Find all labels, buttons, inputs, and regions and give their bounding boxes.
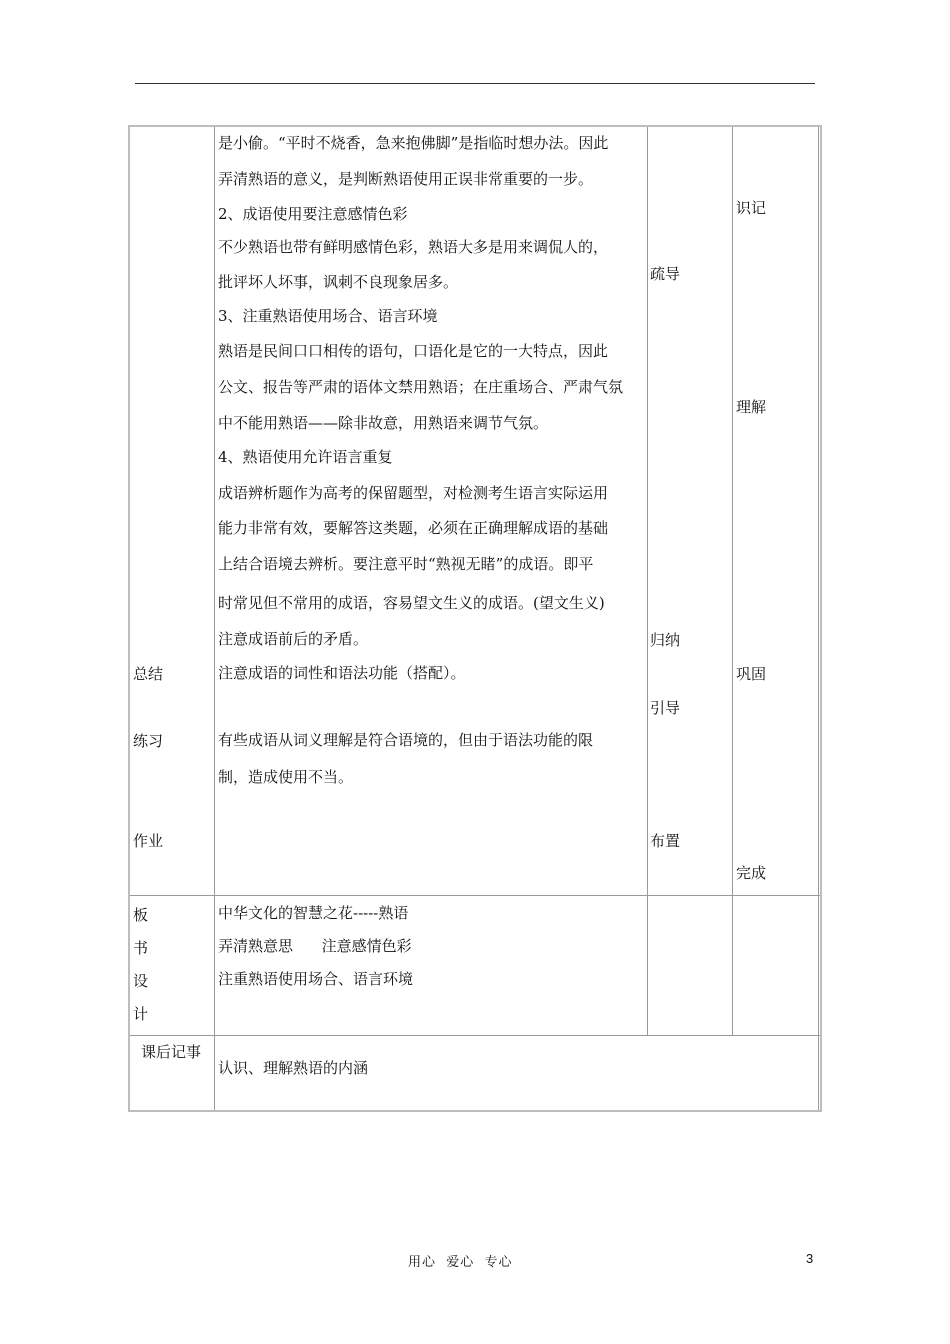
student-activity: 理解	[736, 398, 767, 416]
step-summary: 总结	[133, 665, 164, 683]
row-divider	[130, 895, 820, 896]
content-line: 2、成语使用要注意感情色彩	[218, 205, 408, 223]
content-line: 是小偷。“平时不烧香，急来抱佛脚”是指临时想办法。因此	[218, 134, 609, 152]
teacher-activity: 归纳	[650, 631, 681, 649]
student-activity: 识记	[736, 199, 767, 217]
column-divider	[732, 127, 733, 1036]
teacher-activity: 疏导	[650, 265, 681, 283]
column-divider	[214, 127, 215, 1110]
content-line: 3、注重熟语使用场合、语言环境	[218, 307, 438, 325]
row-divider	[130, 1035, 820, 1036]
notes-label: 课后记事	[141, 1043, 202, 1061]
teacher-activity: 引导	[650, 699, 681, 717]
board-line: 弄清熟意思 注意感情色彩	[218, 937, 412, 955]
student-activity: 巩固	[736, 665, 767, 683]
content-line: 时常见但不常用的成语，容易望文生义的成语。(望文生义)	[218, 594, 605, 612]
content-line: 成语辨析题作为高考的保留题型，对检测考生语言实际运用	[218, 484, 609, 502]
content-line: 上结合语境去辨析。要注意平时“熟视无睹”的成语。即平	[218, 555, 594, 573]
student-activity: 完成	[736, 864, 767, 882]
content-line: 制，造成使用不当。	[218, 768, 354, 786]
content-line: 批评坏人坏事，讽刺不良现象居多。	[218, 273, 459, 291]
step-practice: 练习	[133, 732, 164, 750]
footer-motto: 用心 爱心 专心	[408, 1255, 513, 1270]
header-rule	[135, 83, 815, 84]
board-label-char: 板	[133, 906, 149, 924]
content-line: 中不能用熟语——除非故意，用熟语来调节气氛。	[218, 414, 549, 432]
page-number: 3	[806, 1251, 814, 1266]
column-divider	[647, 127, 648, 1036]
teacher-activity: 布置	[650, 832, 681, 850]
column-divider	[818, 127, 819, 1110]
board-label-char: 计	[133, 1005, 149, 1023]
content-line: 熟语是民间口口相传的语句，口语化是它的一大特点，因此	[218, 342, 609, 360]
content-line: 有些成语从词义理解是符合语境的，但由于语法功能的限	[218, 731, 594, 749]
content-line: 弄清熟语的意义，是判断熟语使用正误非常重要的一步。	[218, 170, 594, 188]
content-line: 不少熟语也带有鲜明感情色彩，熟语大多是用来调侃人的，	[218, 238, 609, 256]
content-line: 公文、报告等严肃的语体文禁用熟语；在庄重场合、严肃气氛	[218, 378, 624, 396]
notes-content: 认识、理解熟语的内涵	[218, 1059, 369, 1077]
step-homework: 作业	[133, 832, 164, 850]
content-line: 注意成语前后的矛盾。	[218, 630, 369, 648]
board-label-char: 书	[133, 939, 149, 957]
board-label-char: 设	[133, 972, 149, 990]
content-line: 注意成语的词性和语法功能（搭配）。	[218, 664, 466, 682]
content-line: 能力非常有效，要解答这类题，必须在正确理解成语的基础	[218, 519, 609, 537]
content-line: 4、熟语使用允许语言重复	[218, 448, 393, 466]
board-line: 中华文化的智慧之花-----熟语	[218, 904, 409, 922]
board-line: 注重熟语使用场合、语言环境	[218, 970, 414, 988]
